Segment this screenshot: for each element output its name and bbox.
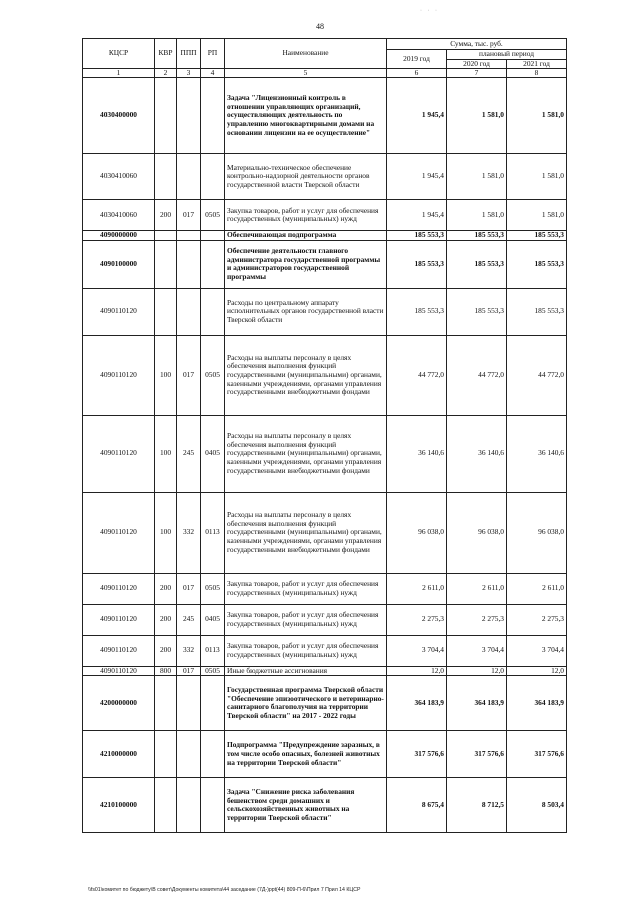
sum-2020-cell: 44 772,0 xyxy=(447,335,507,415)
column-number-cell: 3 xyxy=(177,69,201,78)
table-body xyxy=(83,78,567,833)
sum-2019-cell: 36 140,6 xyxy=(387,415,447,492)
name-cell: Закупка товаров, работ и услуг для обеспечения государственных (муниципальных) нужд xyxy=(225,573,387,604)
kcsr-cell: 4030400000 xyxy=(83,78,155,154)
name-cell: Закупка товаров, работ и услуг для обеспечения государственных (муниципальных) нужд xyxy=(225,200,387,231)
sum-2019-cell: 12,0 xyxy=(387,666,447,676)
header-ppp: ППП xyxy=(177,39,201,69)
sum-2019-cell: 1 945,4 xyxy=(387,200,447,231)
sum-2021-cell: 2 611,0 xyxy=(507,573,567,604)
rp-cell: 0505 xyxy=(201,335,225,415)
sum-2021-cell: 44 772,0 xyxy=(507,335,567,415)
ppp-cell: 017 xyxy=(177,666,201,676)
rp-cell xyxy=(201,778,225,833)
ppp-cell: 245 xyxy=(177,415,201,492)
sum-2019-cell: 44 772,0 xyxy=(387,335,447,415)
sum-2021-cell: 364 183,9 xyxy=(507,676,567,731)
table-row xyxy=(83,666,567,676)
kvr-cell xyxy=(155,231,177,241)
kcsr-cell: 4090110120 xyxy=(83,415,155,492)
name-cell: Задача "Снижение риска заболевания бешенством среди домашних и сельскохозяйственных животных на территории Тверской области" xyxy=(225,778,387,833)
sum-2020-cell: 1 581,0 xyxy=(447,78,507,154)
sum-2021-cell: 12,0 xyxy=(507,666,567,676)
sum-2020-cell: 1 581,0 xyxy=(447,200,507,231)
sum-2019-cell: 2 611,0 xyxy=(387,573,447,604)
table-row xyxy=(83,231,567,241)
column-number-cell: 7 xyxy=(447,69,507,78)
column-numbers-row xyxy=(83,69,567,78)
ppp-cell: 017 xyxy=(177,335,201,415)
table-row xyxy=(83,154,567,200)
sum-2019-cell: 185 553,3 xyxy=(387,240,447,288)
sum-2020-cell: 2 275,3 xyxy=(447,604,507,635)
sum-2020-cell: 185 553,3 xyxy=(447,240,507,288)
ppp-cell: 017 xyxy=(177,200,201,231)
ppp-cell xyxy=(177,288,201,335)
table-row xyxy=(83,635,567,666)
sum-2019-cell: 364 183,9 xyxy=(387,676,447,731)
sum-2020-cell: 364 183,9 xyxy=(447,676,507,731)
kvr-cell xyxy=(155,288,177,335)
table-row xyxy=(83,731,567,778)
kvr-cell xyxy=(155,676,177,731)
kvr-cell xyxy=(155,240,177,288)
sum-2019-cell: 3 704,4 xyxy=(387,635,447,666)
header-2020: 2020 год xyxy=(447,59,507,69)
name-cell: Расходы на выплаты персоналу в целях обеспечения выполнения функций государственными (муниципальными) органами, казенными учреждениями, органами управления государственными внебюджетными фондами xyxy=(225,415,387,492)
sum-2021-cell: 1 581,0 xyxy=(507,154,567,200)
sum-2019-cell: 185 553,3 xyxy=(387,231,447,241)
ppp-cell xyxy=(177,778,201,833)
ppp-cell: 017 xyxy=(177,573,201,604)
sum-2021-cell: 185 553,3 xyxy=(507,231,567,241)
column-number-cell: 1 xyxy=(83,69,155,78)
table-row xyxy=(83,78,567,154)
sum-2021-cell: 8 503,4 xyxy=(507,778,567,833)
scan-artifact-dots: · · · xyxy=(420,8,439,14)
kvr-cell xyxy=(155,778,177,833)
sum-2021-cell: 2 275,3 xyxy=(507,604,567,635)
header-2021: 2021 год xyxy=(507,59,567,69)
sum-2020-cell: 8 712,5 xyxy=(447,778,507,833)
sum-2020-cell: 2 611,0 xyxy=(447,573,507,604)
kvr-cell xyxy=(155,78,177,154)
sum-2019-cell: 96 038,0 xyxy=(387,492,447,573)
sum-2021-cell: 3 704,4 xyxy=(507,635,567,666)
sum-2021-cell: 36 140,6 xyxy=(507,415,567,492)
kvr-cell: 200 xyxy=(155,604,177,635)
table-row xyxy=(83,573,567,604)
table-row xyxy=(83,415,567,492)
header-2019: 2019 год xyxy=(387,50,447,69)
name-cell: Материально-техническое обеспечение контрольно-надзорной деятельности органов государственной власти Тверской области xyxy=(225,154,387,200)
sum-2019-cell: 2 275,3 xyxy=(387,604,447,635)
sum-2020-cell: 185 553,3 xyxy=(447,288,507,335)
sum-2019-cell: 8 675,4 xyxy=(387,778,447,833)
header-name: Наименование xyxy=(225,39,387,69)
kcsr-cell: 4210100000 xyxy=(83,778,155,833)
sum-2020-cell: 12,0 xyxy=(447,666,507,676)
kvr-cell: 200 xyxy=(155,573,177,604)
kcsr-cell: 4210000000 xyxy=(83,731,155,778)
table-row xyxy=(83,492,567,573)
table-header xyxy=(83,39,567,78)
ppp-cell xyxy=(177,78,201,154)
table-row xyxy=(83,240,567,288)
kcsr-cell: 4090110120 xyxy=(83,666,155,676)
rp-cell xyxy=(201,676,225,731)
sum-2020-cell: 36 140,6 xyxy=(447,415,507,492)
sum-2019-cell: 317 576,6 xyxy=(387,731,447,778)
header-rp: РП xyxy=(201,39,225,69)
ppp-cell: 245 xyxy=(177,604,201,635)
header-planned-period: плановый период xyxy=(447,50,567,60)
sum-2019-cell: 1 945,4 xyxy=(387,154,447,200)
column-number-cell: 2 xyxy=(155,69,177,78)
kcsr-cell: 4090100000 xyxy=(83,240,155,288)
sum-2020-cell: 185 553,3 xyxy=(447,231,507,241)
table-row xyxy=(83,604,567,635)
kcsr-cell: 4090110120 xyxy=(83,288,155,335)
header-kcsr: КЦСР xyxy=(83,39,155,69)
name-cell: Расходы на выплаты персоналу в целях обеспечения выполнения функций государственными (муниципальными) органами, казенными учреждениями, органами управления государственными внебюджетными фондами xyxy=(225,335,387,415)
page-number: 48 xyxy=(316,22,324,31)
name-cell: Иные бюджетные ассигнования xyxy=(225,666,387,676)
rp-cell xyxy=(201,731,225,778)
kvr-cell: 100 xyxy=(155,335,177,415)
name-cell: Закупка товаров, работ и услуг для обеспечения государственных (муниципальных) нужд xyxy=(225,635,387,666)
column-number-cell: 6 xyxy=(387,69,447,78)
rp-cell xyxy=(201,78,225,154)
rp-cell: 0405 xyxy=(201,415,225,492)
kvr-cell: 100 xyxy=(155,415,177,492)
kcsr-cell: 4090110120 xyxy=(83,492,155,573)
sum-2019-cell: 1 945,4 xyxy=(387,78,447,154)
rp-cell: 0505 xyxy=(201,666,225,676)
sum-2020-cell: 96 038,0 xyxy=(447,492,507,573)
name-cell: Обеспечивающая подпрограмма xyxy=(225,231,387,241)
kcsr-cell: 4200000000 xyxy=(83,676,155,731)
kcsr-cell: 4090110120 xyxy=(83,335,155,415)
name-cell: Подпрограмма "Предупреждение заразных, в том числе особо опасных, болезней животных на территории Тверской области" xyxy=(225,731,387,778)
sum-2020-cell: 3 704,4 xyxy=(447,635,507,666)
column-number-cell: 8 xyxy=(507,69,567,78)
ppp-cell: 332 xyxy=(177,492,201,573)
column-number-cell: 5 xyxy=(225,69,387,78)
ppp-cell xyxy=(177,154,201,200)
sum-2021-cell: 185 553,3 xyxy=(507,240,567,288)
rp-cell xyxy=(201,288,225,335)
name-cell: Закупка товаров, работ и услуг для обеспечения государственных (муниципальных) нужд xyxy=(225,604,387,635)
table-row xyxy=(83,335,567,415)
sum-2021-cell: 96 038,0 xyxy=(507,492,567,573)
header-sum: Сумма, тыс. руб. xyxy=(387,39,567,50)
table-row xyxy=(83,288,567,335)
rp-cell xyxy=(201,154,225,200)
header-kvr: КВР xyxy=(155,39,177,69)
sum-2021-cell: 1 581,0 xyxy=(507,78,567,154)
sum-2020-cell: 1 581,0 xyxy=(447,154,507,200)
rp-cell xyxy=(201,231,225,241)
kvr-cell: 100 xyxy=(155,492,177,573)
ppp-cell: 332 xyxy=(177,635,201,666)
kcsr-cell: 4030410060 xyxy=(83,154,155,200)
kvr-cell: 200 xyxy=(155,200,177,231)
kvr-cell xyxy=(155,731,177,778)
ppp-cell xyxy=(177,676,201,731)
sum-2021-cell: 1 581,0 xyxy=(507,200,567,231)
sum-2019-cell: 185 553,3 xyxy=(387,288,447,335)
name-cell: Расходы на выплаты персоналу в целях обеспечения выполнения функций государственными (муниципальными) органами, казенными учреждениями, органами управления государственными внебюджетными фондами xyxy=(225,492,387,573)
name-cell: Обеспечение деятельности главного администратора государственной программы и администраторов государственной программы xyxy=(225,240,387,288)
rp-cell: 0405 xyxy=(201,604,225,635)
kcsr-cell: 4090110120 xyxy=(83,573,155,604)
kvr-cell: 200 xyxy=(155,635,177,666)
kcsr-cell: 4090110120 xyxy=(83,635,155,666)
rp-cell xyxy=(201,240,225,288)
kvr-cell xyxy=(155,154,177,200)
kcsr-cell: 4090110120 xyxy=(83,604,155,635)
table-row xyxy=(83,778,567,833)
ppp-cell xyxy=(177,731,201,778)
name-cell: Расходы по центральному аппарату исполнительных органов государственной власти Тверской области xyxy=(225,288,387,335)
name-cell: Государственная программа Тверской области "Обеспечение эпизоотического и ветеринарно-санитарного благополучия на территории Тверской области" на 2017 - 2022 годы xyxy=(225,676,387,731)
rp-cell: 0113 xyxy=(201,635,225,666)
ppp-cell xyxy=(177,240,201,288)
kvr-cell: 800 xyxy=(155,666,177,676)
sum-2021-cell: 317 576,6 xyxy=(507,731,567,778)
rp-cell: 0505 xyxy=(201,573,225,604)
name-cell: Задача "Лицензионный контроль в отношении управляющих организаций, осуществляющих деятельность по управлению многоквартирными домами на основании лицензии на ее осуществление" xyxy=(225,78,387,154)
kcsr-cell: 4030410060 xyxy=(83,200,155,231)
budget-table xyxy=(82,38,567,833)
rp-cell: 0505 xyxy=(201,200,225,231)
ppp-cell xyxy=(177,231,201,241)
rp-cell: 0113 xyxy=(201,492,225,573)
column-number-cell: 4 xyxy=(201,69,225,78)
sum-2021-cell: 185 553,3 xyxy=(507,288,567,335)
table-row xyxy=(83,676,567,731)
sum-2020-cell: 317 576,6 xyxy=(447,731,507,778)
footer-file-path: \\fs01\комитет по бюджету\В совет\Документы комитета\44 заседание (7Д-)ppt(44) 809-П-6\Прил 7 Прил 14 КЦСР xyxy=(88,887,361,893)
table-row xyxy=(83,200,567,231)
kcsr-cell: 4090000000 xyxy=(83,231,155,241)
